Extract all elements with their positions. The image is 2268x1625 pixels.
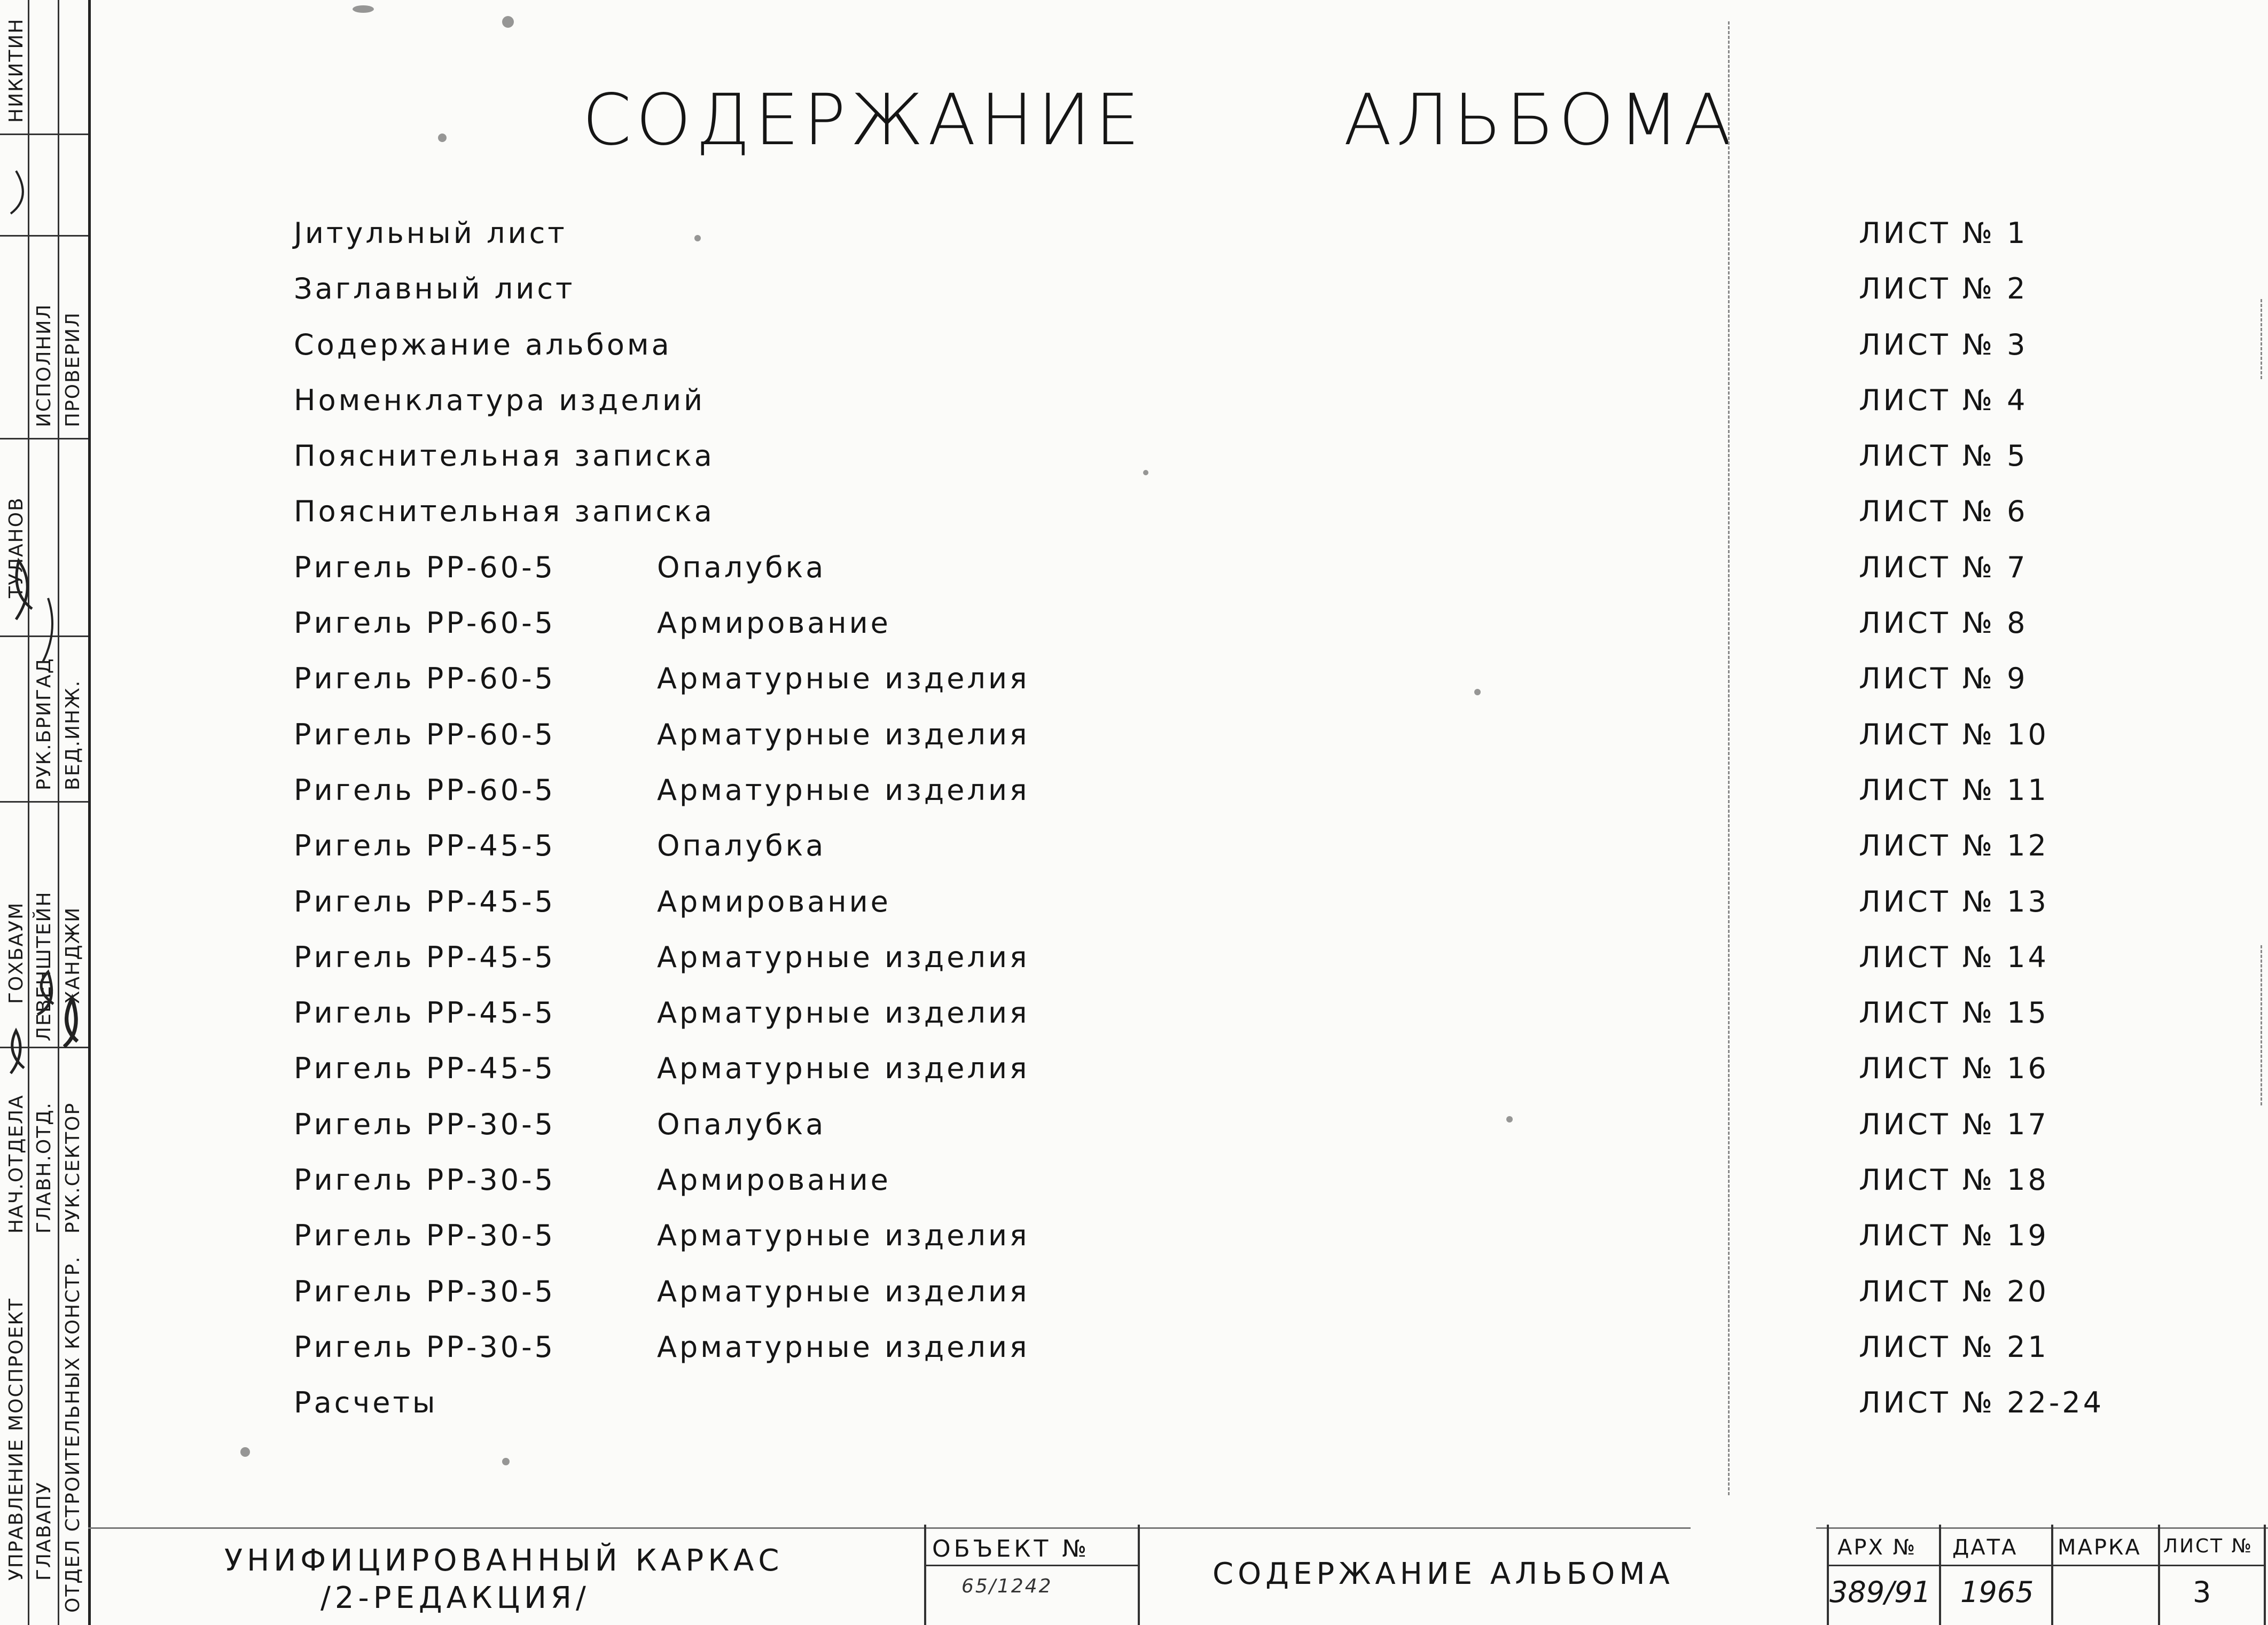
contents-list bbox=[294, 211, 2163, 1436]
stamp-role: ПРОВЕРИЛ bbox=[62, 311, 84, 427]
item-name: Номенклатура изделий bbox=[294, 383, 706, 417]
stamp-organization: УПРАВЛЕНИЕ МОСПРОЕКТ bbox=[5, 1298, 27, 1581]
sheet-ref: ЛИСТ № 7 bbox=[1859, 550, 2028, 584]
item-part: Опалубка bbox=[657, 550, 826, 584]
item-part: Арматурные изделия bbox=[657, 1051, 1030, 1086]
sheet-ref: ЛИСТ № 4 bbox=[1859, 383, 2028, 417]
stamp-role: ВЕД.ИНЖ. bbox=[62, 679, 84, 790]
item-part: Опалубка bbox=[657, 1107, 826, 1141]
sheet-ref: ЛИСТ № 6 bbox=[1859, 494, 2028, 529]
object-value: 65/1242 bbox=[961, 1575, 1053, 1597]
stamp-name: ХАНДЖИ bbox=[62, 906, 84, 1004]
item-name: Jитульный лист bbox=[294, 216, 567, 250]
item-part: Арматурные изделия bbox=[657, 1219, 1030, 1253]
item-name: Ригель РР-60-5 bbox=[294, 550, 556, 584]
sheet-ref: ЛИСТ № 20 bbox=[1859, 1274, 2049, 1308]
item-name: Содержание альбома bbox=[294, 327, 672, 362]
item-name: Ригель РР-45-5 bbox=[294, 940, 556, 974]
scan-speck bbox=[1474, 689, 1481, 695]
title-block-divider bbox=[1138, 1525, 1140, 1625]
item-name: Ригель РР-45-5 bbox=[294, 829, 556, 863]
title-block-divider bbox=[2158, 1525, 2160, 1625]
project-name: УНИФИЦИРОВАННЫЙ КАРКАС bbox=[224, 1543, 784, 1578]
sheet-ref: ЛИСТ № 21 bbox=[1859, 1330, 2049, 1364]
title-block-border bbox=[1816, 1527, 2268, 1529]
list-item bbox=[294, 211, 2163, 266]
title-block-divider bbox=[1827, 1565, 2265, 1566]
stamp-organization: ОТДЕЛ СТРОИТЕЛЬНЫХ КОНСТР. bbox=[62, 1255, 84, 1613]
arch-label: АРХ № bbox=[1837, 1535, 1917, 1560]
arch-value: 389/91 bbox=[1829, 1575, 1931, 1609]
sheet-ref: ЛИСТ № 5 bbox=[1859, 439, 2028, 473]
item-name: Ригель РР-45-5 bbox=[294, 1051, 556, 1086]
sheet-ref: ЛИСТ № 1 bbox=[1859, 216, 2028, 250]
scan-speck bbox=[1506, 1116, 1513, 1122]
item-name: Ригель РР-30-5 bbox=[294, 1330, 556, 1364]
stamp-name: ЛЕВЕНШТЕЙН bbox=[33, 891, 55, 1041]
sheet-ref: ЛИСТ № 14 bbox=[1859, 940, 2049, 974]
list-item bbox=[294, 1046, 2163, 1102]
edition: /2-РЕДАКЦИЯ/ bbox=[320, 1581, 590, 1615]
sheet-ref: ЛИСТ № 13 bbox=[1859, 884, 2049, 919]
object-label: ОБЪЕКТ № bbox=[932, 1535, 1090, 1563]
sheet-ref: ЛИСТ № 19 bbox=[1859, 1219, 2049, 1253]
item-name: Пояснительная записка bbox=[294, 494, 715, 529]
document-title: СОДЕРЖАНИЕ АЛЬБОМА bbox=[1213, 1557, 1674, 1591]
stamp-name: НИКИТИН bbox=[5, 18, 27, 123]
stamp-organization: ГЛАВАПУ bbox=[33, 1481, 55, 1581]
scan-speck bbox=[694, 235, 701, 241]
scan-speck bbox=[353, 5, 374, 13]
dashed-guide bbox=[2261, 945, 2262, 1105]
list-item bbox=[294, 1213, 2163, 1269]
item-name: Ригель РР-60-5 bbox=[294, 662, 556, 696]
sheet-ref: ЛИСТ № 15 bbox=[1859, 996, 2049, 1030]
item-name: Ригель РР-45-5 bbox=[294, 996, 556, 1030]
scan-speck bbox=[240, 1447, 250, 1457]
sheet-label: ЛИСТ № bbox=[2163, 1535, 2254, 1557]
sheet-ref: ЛИСТ № 3 bbox=[1859, 327, 2028, 362]
sheet-ref: ЛИСТ № 9 bbox=[1859, 662, 2028, 696]
item-name: Ригель РР-30-5 bbox=[294, 1163, 556, 1197]
list-item bbox=[294, 1380, 2163, 1436]
item-name: Ригель РР-30-5 bbox=[294, 1274, 556, 1308]
sheet-ref: ЛИСТ № 11 bbox=[1859, 773, 2049, 807]
stamp-role: ИСПОЛНИЛ bbox=[33, 303, 55, 427]
title-block-divider bbox=[2051, 1525, 2053, 1625]
date-value: 1965 bbox=[1960, 1575, 2034, 1609]
list-item bbox=[294, 712, 2163, 768]
item-part: Армирование bbox=[657, 884, 891, 919]
sheet-ref: ЛИСТ № 12 bbox=[1859, 829, 2049, 863]
list-item bbox=[294, 880, 2163, 935]
list-item bbox=[294, 489, 2163, 545]
date-label: ДАТА bbox=[1952, 1535, 2018, 1560]
list-item bbox=[294, 656, 2163, 712]
title-block-divider bbox=[924, 1565, 1138, 1566]
scan-speck bbox=[1143, 470, 1148, 475]
list-item bbox=[294, 1325, 2163, 1380]
stamp-name: ТУЛАНОВ bbox=[5, 497, 27, 598]
title-block-divider bbox=[2264, 1525, 2266, 1625]
item-name: Ригель РР-60-5 bbox=[294, 717, 556, 751]
item-part: Армирование bbox=[657, 1163, 891, 1197]
item-part: Армирование bbox=[657, 606, 891, 640]
sheet-ref: ЛИСТ № 8 bbox=[1859, 606, 2028, 640]
stamp-role: РУК.БРИГАД bbox=[33, 657, 55, 790]
sheet-ref: ЛИСТ № 18 bbox=[1859, 1163, 2049, 1197]
item-part: Арматурные изделия bbox=[657, 717, 1030, 751]
sheet-ref: ЛИСТ № 22-24 bbox=[1859, 1386, 2105, 1420]
list-item bbox=[294, 545, 2163, 601]
item-name: Ригель РР-45-5 bbox=[294, 884, 556, 919]
item-part: Арматурные изделия bbox=[657, 1274, 1030, 1308]
title-block-divider bbox=[1827, 1525, 1829, 1625]
page-title bbox=[582, 80, 1736, 160]
title-right: АЛЬБОМА bbox=[1343, 79, 1736, 161]
list-item bbox=[294, 323, 2163, 378]
list-item bbox=[294, 1102, 2163, 1158]
list-item bbox=[294, 768, 2163, 823]
sheet-number: 3 bbox=[2193, 1575, 2211, 1609]
stamp-role: НАЧ.ОТДЕЛА bbox=[5, 1094, 27, 1234]
item-name: Ригель РР-30-5 bbox=[294, 1107, 556, 1141]
list-item bbox=[294, 1269, 2163, 1325]
title-block-border bbox=[88, 1527, 1691, 1529]
list-item bbox=[294, 991, 2163, 1046]
item-name: Расчеты bbox=[294, 1386, 438, 1420]
title-block-divider bbox=[924, 1525, 926, 1625]
sheet-ref: ЛИСТ № 2 bbox=[1859, 272, 2028, 306]
list-item bbox=[294, 266, 2163, 322]
title-left: СОДЕРЖАНИЕ bbox=[582, 79, 1144, 161]
list-item bbox=[294, 601, 2163, 656]
list-item bbox=[294, 823, 2163, 879]
item-name: Заглавный лист bbox=[294, 272, 575, 306]
sheet-ref: ЛИСТ № 16 bbox=[1859, 1051, 2049, 1086]
side-stamp bbox=[0, 0, 91, 1625]
mark-label: МАРКА bbox=[2058, 1535, 2141, 1560]
stamp-role: ГЛАВН.ОТД. bbox=[33, 1102, 55, 1234]
item-name: Ригель РР-30-5 bbox=[294, 1219, 556, 1253]
scan-speck bbox=[502, 1458, 510, 1465]
list-item bbox=[294, 434, 2163, 489]
title-block-divider bbox=[1939, 1525, 1941, 1625]
item-part: Арматурные изделия bbox=[657, 662, 1030, 696]
item-name: Пояснительная записка bbox=[294, 439, 715, 473]
stamp-role: РУК.СЕКТОР bbox=[62, 1102, 84, 1234]
signature-marks bbox=[0, 0, 88, 1625]
item-name: Ригель РР-60-5 bbox=[294, 606, 556, 640]
list-item bbox=[294, 935, 2163, 991]
scan-speck bbox=[502, 16, 514, 28]
item-part: Арматурные изделия bbox=[657, 940, 1030, 974]
stamp-name: ГОХБАУМ bbox=[5, 901, 27, 1004]
scan-speck bbox=[438, 134, 447, 142]
list-item bbox=[294, 1158, 2163, 1213]
sheet-ref: ЛИСТ № 17 bbox=[1859, 1107, 2049, 1141]
item-part: Арматурные изделия bbox=[657, 773, 1030, 807]
item-part: Опалубка bbox=[657, 829, 826, 863]
list-item bbox=[294, 378, 2163, 434]
item-name: Ригель РР-60-5 bbox=[294, 773, 556, 807]
sheet-ref: ЛИСТ № 10 bbox=[1859, 717, 2049, 751]
item-part: Арматурные изделия bbox=[657, 1330, 1030, 1364]
dashed-guide bbox=[2261, 299, 2262, 379]
item-part: Арматурные изделия bbox=[657, 996, 1030, 1030]
